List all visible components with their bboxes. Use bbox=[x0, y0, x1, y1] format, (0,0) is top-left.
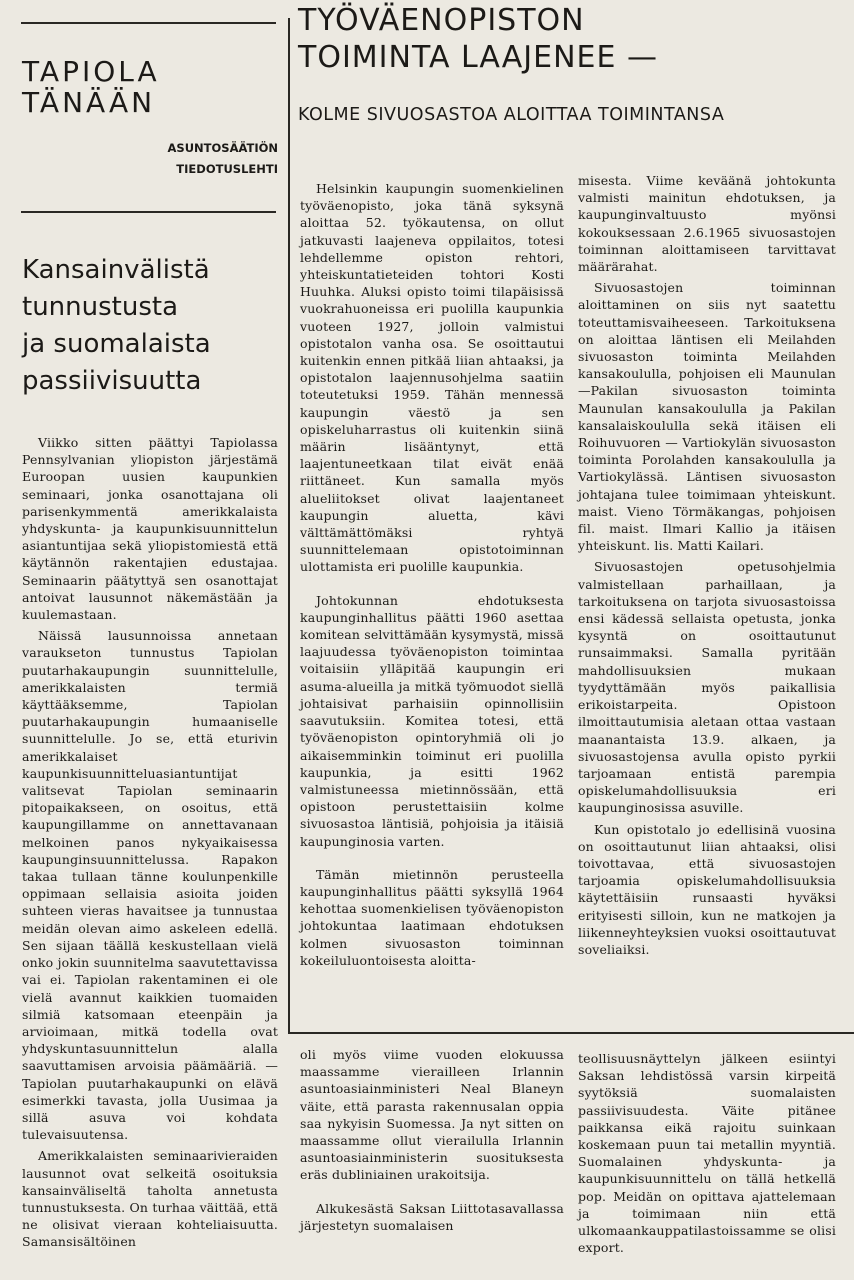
main-subheadline: KOLME SIVUOSASTOA ALOITTAA TOIMINTANSA bbox=[298, 105, 725, 125]
masthead-publisher: ASUNTOSÄÄTIÖN bbox=[167, 141, 278, 155]
main-article-paragraph: Tämän mietinnön perusteella kaupunginhallitus päätti syksyllä 1964 kehottaa suomenkielisen työväenopiston johtokuntaa laatimaan ehdotuksen kolmen sivuosaston toiminnan kokeiluluontoisesta aloitta- bbox=[300, 866, 564, 968]
main-article-paragraph: Sivuosastojen toiminnan aloittaminen on siis nyt saatettu toteuttamisvaiheeseen. Tarkoituksena on aloittaa läntisen eli Meilahden sivuosaston toiminta Meilahden kansakoululla, pohjoisen eli Maunulan—Pakilan sivuosaston toiminta Maunulan kansakoululla ja Pakilan kansalaiskoululla sekä itäisen eli Roihuvuoren — Vartiokylän sivuosaston toiminta Porolahden kansakoululla ja Vartiokylässä. Läntisen sivuosaston johtajana tulee toimimaan yhteiskunt. maist. Vieno Törmäkangas, pohjoisen fil. maist. Ilmari Kallio ja itäisen yhteiskunt. lis. Matti Kailari. bbox=[578, 280, 836, 554]
left-article-paragraph: Alkukesästä Saksan Liittotasavallassa järjestetyn suomalaisen bbox=[300, 1200, 564, 1233]
masthead-publication: TIEDOTUSLEHTI bbox=[176, 162, 278, 176]
masthead-top-rule bbox=[21, 22, 276, 24]
left-article-paragraph: Viikko sitten päättyi Tapiolassa Pennsylvanian yliopiston järjestämä Euroopan uusien kaupunkien seminaari, jonka osanottajana oli parisenkymmentä amerikkalaista yhdyskunta- ja kaupunkisuunnittelun asiantuntijaa sekä yliopistomiestä että käytännön rakentajien edustajaa. Seminaarin päätyttyä sen osanottajat antoivat lausunnot näkemästään ja kuulemastaan. bbox=[22, 435, 278, 623]
main-article-paragraph: Kun opistotalo jo edellisinä vuosina on osoittautunut liian ahtaaksi, olisi toivottavaa, että sivuosastojen tarjoamia opiskelumahdollisuuksia käytettäisiin runsaasti hyväksi erityisesti silloin, kun ne matkojen ja liikenneyhteyksien vuoksi osoittautuvat soveliaiksi. bbox=[578, 821, 836, 957]
left-article-continued-column-1 bbox=[300, 1046, 564, 1234]
left-article-column bbox=[22, 434, 278, 1251]
masthead-bottom-rule bbox=[21, 211, 276, 213]
left-headline-line1: Kansainvälistä bbox=[22, 255, 210, 285]
main-article-paragraph: Johtokunnan ehdotuksesta kaupunginhallitus päätti 1960 asettaa komitean selvittämään kysymystä, missä laajuudessa työväenopiston toimintaa voitaisiin ylläpitää kaupungin eri asuma-alueilla ja mitkä työmuodot siellä johtaisivat parhaisiin opinnollisiin saavutuksiin. Komitea totesi, että työväenopiston opintoryhmiä oli jo aikaisemminkin toiminut eri puolilla kaupunkia, ja esitti 1962 valmistuneessa mietinnössään, että opistoon perustettaisiin kolme sivuosastoa läntisiä, pohjoisia ja itäisiä kaupunginosia varten. bbox=[300, 592, 564, 849]
left-article-headline bbox=[22, 252, 284, 400]
main-article-paragraph: misesta. Viime keväänä johtokunta valmisti mainitun ehdotuksen, ja kaupunginvaltuusto myönsi kokouksessaan 2.6.1965 sivuosastojen toiminnan aloittamiseen tarvittavat määrärahat. bbox=[578, 173, 836, 275]
main-article-paragraph: Sivuosastojen opetusohjelmia valmistellaan parhaillaan, ja tarkoituksena on tarjota sivuosastoissa ensi kädessä sellaista opetusta, jonka kysyntä on osoittautunut runsaimmaksi. Samalla pyritään mahdollisuuksien mukaan tyydyttämään myös paikallisia erikoistarpeita. Opistoon ilmoittautumisia aletaan ottaa vastaan maanantaista 13.9. alkaen, ja sivuosastojensa avulla opisto pyrkii tarjoamaan entistä parempia opiskelumahdollisuuksia eri kaupunginosissa asuville. bbox=[578, 559, 836, 816]
main-headline-line2: TOIMINTA LAAJENEE — bbox=[298, 40, 658, 75]
left-headline-line4: passiivisuutta bbox=[22, 366, 202, 396]
main-article-column-1 bbox=[300, 180, 564, 969]
left-article-paragraph: Näissä lausunnoissa annetaan varaukseton tunnustus Tapiolan puutarhakaupungin suunnittelulle, amerikkalaisten termiä käyttääksemme, Tapiolan puutarhakaupungin humaaniselle suunnittelulle. Jo se, että eturivin amerikkalaiset kaupunkisuunnitteluasiantuntijat valitsevat Tapiolan seminaarin pitopaikakseen, on osoitus, että kaupungillamme on annettavanaan melkoinen panos nykyaikaisessa kaupunginsuunnittelussa. Rapakon takaa tullaan tänne koulunpenkille oppimaan sellaisia asioita joiden suhteen vieras havaitsee ja tunnustaa meidän olevan aimo askeleen edellä. Sen sijaan täällä keskustellaan vielä onko jokin suunnitelma saavutettavissa vai ei. Tapiolan rakentaminen ei ole vielä avannut kaikkien tuomaiden silmiä katsomaan eteenpäin ja arvioimaan, mitkä todella ovat yhdyskuntasuunnittelun alalla saavuttamisen arvoisia päämääriä. — Tapiolan puutarhakaupunki on elävä esimerkki tavasta, jolla Uusimaa ja sillä asuva voi kohdata tulevaisuutensa. bbox=[22, 628, 278, 1143]
main-article-paragraph: Helsinkin kaupungin suomenkielinen työväenopisto, joka tänä syksynä aloittaa 52. työkautensa, on ollut jatkuvasti laajeneva oppilaitos, totesi lehdellemme opiston rehtori, yhteiskuntatieteiden tohtori Kosti Huuhka. Aluksi opisto toimi tilapäisissä vuokrahuoneissa eri puolilla kaupunkia vuoteen 1927, jolloin valmistui opistotalon vanha osa. Se osoittautui kuitenkin ennen pitkää liian ahtaaksi, ja opistotalon laajennusohjelma saatiin toteutetuksi 1959. Tähän mennessä kaupungin väestö ja sen opiskeluharrastus oli kuitenkin siinä määrin lisääntynyt, että laajentuneetkaan tilat eivät enää riittäneet. Kun samalla myös alueliitokset olivat laajentaneet kaupungin aluetta, kävi välttämättömäksi ryhtyä suunnittelemaan opistotoiminnan ulottamista eri puolille kaupunkia. bbox=[300, 181, 564, 575]
left-article-paragraph: teollisuusnäyttelyn jälkeen esiintyi Saksan lehdistössä varsin kirpeitä syytöksiä suomalaisten passiivisuudesta. Väite pitänee paikkansa eikä rajoitu suinkaan koskemaan puun tai metallin myyntiä. Suomalainen yhdyskunta- ja kaupunkisuunnittelu on tällä hetkellä pop. Meidän on opittava ajattelemaan ja toimimaan niin että ulkomaankauppatilastoissamme se olisi export. bbox=[578, 1051, 836, 1256]
main-headline bbox=[298, 2, 848, 76]
column-divider bbox=[288, 18, 290, 1033]
masthead-title-line1: TAPIOLA bbox=[22, 55, 160, 88]
left-article-paragraph: oli myös viime vuoden elokuussa maassamme vierailleen Irlannin asuntoasiainministeri Neal Blaneyn väite, että parasta rakennusalan oppia saa nykyisin Suomessa. Ja nyt sitten on maassamme ollut vierailulla Irlannin asuntoasiainministerin suosituksesta eräs dubliniainen urakoitsija. bbox=[300, 1047, 564, 1183]
left-article-paragraph: Amerikkalaisten seminaarivieraiden lausunnot ovat selkeitä osoituksia kansainväliseltä taholta annetusta tunnustuksesta. On turhaa väittää, että ne olisivat vieraan kohteliaisuutta. Samansisältöinen bbox=[22, 1148, 278, 1250]
main-headline-line1: TYÖVÄENOPISTON bbox=[298, 3, 585, 38]
left-article-continued-column-2 bbox=[578, 1050, 836, 1256]
left-headline-line2: tunnustusta bbox=[22, 292, 178, 322]
masthead-title-line2: TÄNÄÄN bbox=[22, 86, 156, 119]
main-article-bottom-rule bbox=[288, 1032, 854, 1034]
masthead-subtitle bbox=[60, 138, 278, 180]
masthead-title bbox=[22, 56, 277, 118]
left-headline-line3: ja suomalaista bbox=[22, 329, 211, 359]
main-article-column-2 bbox=[578, 172, 836, 958]
